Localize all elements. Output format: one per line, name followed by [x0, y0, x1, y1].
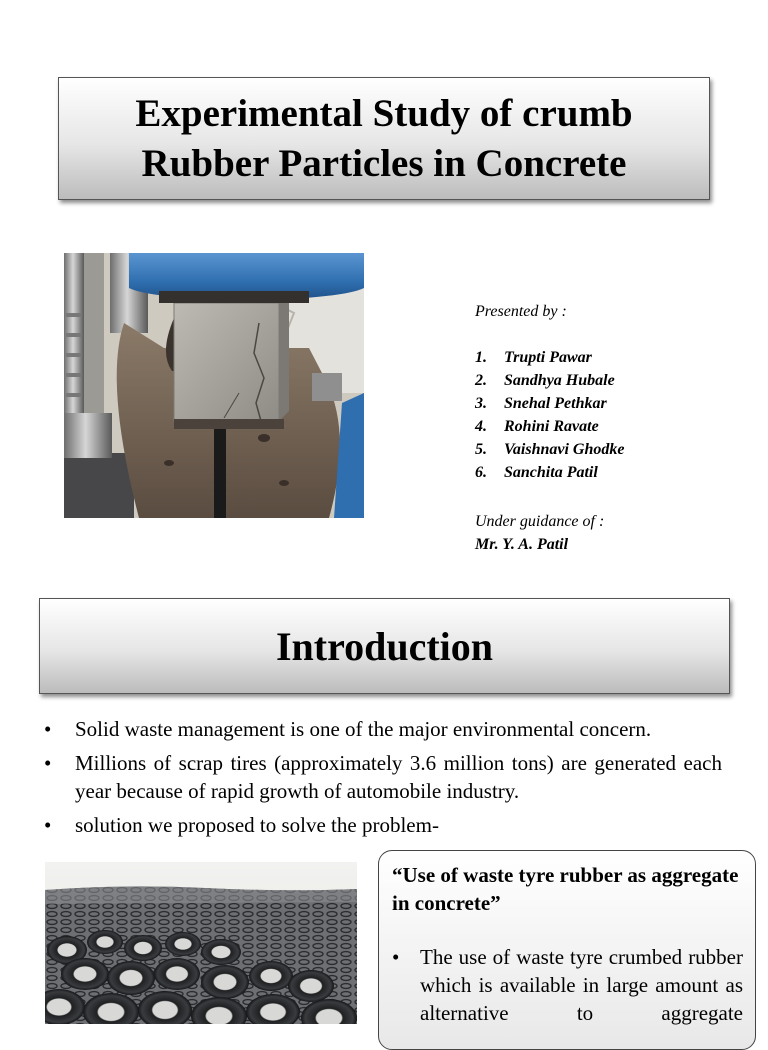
presenter-name: Snehal Pethkar — [504, 395, 607, 412]
page-title: Experimental Study of crumb Rubber Particles in Concrete — [135, 91, 633, 185]
intro-bullet-list — [44, 715, 722, 845]
callout-bullet-item: • The use of waste tyre crumbed rubber which is available in large amount as alternative to aggregate — [392, 943, 743, 1027]
presenter-number: 3. — [475, 395, 487, 412]
presenters-block — [475, 300, 755, 556]
presenter-item — [475, 346, 755, 369]
presenter-number: 2. — [475, 372, 487, 389]
title-banner — [58, 77, 710, 200]
bullet-item: • solution we proposed to solve the problem- — [44, 811, 722, 839]
presenter-name: Sandhya Hubale — [504, 372, 615, 389]
presenter-number: 1. — [475, 349, 487, 366]
callout-bullet-list — [392, 943, 743, 1027]
presenter-item — [475, 392, 755, 415]
presenter-name: Sanchita Patil — [504, 464, 598, 481]
presenter-number: 4. — [475, 418, 487, 435]
presenter-item — [475, 415, 755, 438]
bullet-item: • Millions of scrap tires (approximately 3.6 million tons) are generated each year because of rapid growth of automobile industry. — [44, 749, 722, 805]
proposal-callout — [378, 850, 756, 1050]
presented-by-label: Presented by : — [475, 303, 567, 320]
guidance-label: Under guidance of : — [475, 513, 605, 530]
presenter-name: Rohini Ravate — [504, 418, 599, 435]
scrap-tyre-pile-photo — [45, 862, 357, 1024]
guide-name: Mr. Y. A. Patil — [475, 536, 569, 553]
presenter-item — [475, 461, 755, 484]
section-title: Introduction — [275, 623, 494, 669]
compression-test-photo — [64, 253, 364, 518]
presenter-number: 5. — [475, 441, 487, 458]
presenter-name: Vaishnavi Ghodke — [504, 441, 625, 458]
presenter-item — [475, 438, 755, 461]
introduction-banner — [39, 598, 730, 694]
bullet-item: • Solid waste management is one of the major environmental concern. — [44, 715, 722, 743]
presenter-name: Trupti Pawar — [504, 349, 592, 366]
presenter-list — [475, 346, 755, 484]
presenter-number: 6. — [475, 464, 487, 481]
callout-heading: “Use of waste tyre rubber as aggregate in concrete” — [392, 863, 739, 915]
presenter-item — [475, 369, 755, 392]
